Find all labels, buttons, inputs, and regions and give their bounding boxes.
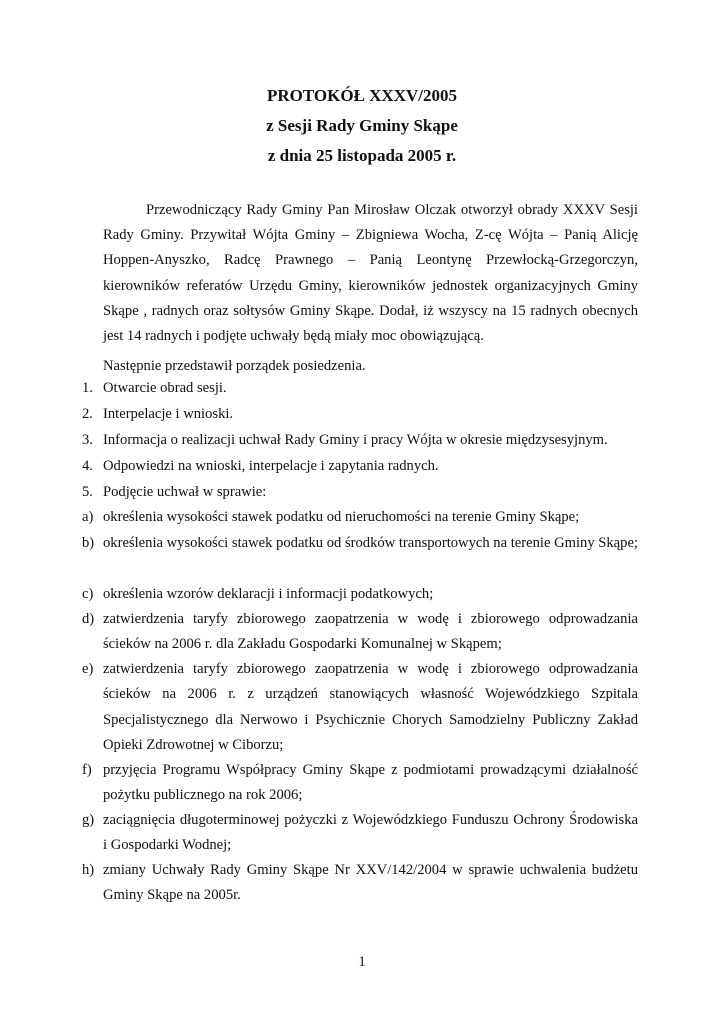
- resolution-item-text: określenia wysokości stawek podatku od środków transportowych na terenie Gminy Skąpe;: [103, 535, 638, 551]
- resolution-item-text: zmiany Uchwały Rady Gminy Skąpe Nr XXV/142/2004 w sprawie uchwalenia budżetu Gminy Skąpe na 2005r.: [103, 862, 638, 904]
- resolution-item: [82, 657, 638, 758]
- intro-line: jest 14 radnych i podjęte uchwały będą miały moc obowiązującą.: [103, 328, 484, 344]
- agenda-item: [82, 454, 638, 479]
- intro-line: Hoppen-Anyszko, Radcę Prawnego – Panią Leontynę Przewłocką-Grzegorczyn,: [103, 252, 638, 268]
- agenda-item-text: Informacja o realizacji uchwał Rady Gminy i pracy Wójta w okresie międzysesyjnym.: [103, 432, 608, 448]
- resolution-item: [82, 858, 638, 909]
- resolution-item-text: zatwierdzenia taryfy zbiorowego zaopatrzenia w wodę i zbiorowego odprowadzania ścieków na 2006 r. z urządzeń stanowiących własność Wojewódzkiego Szpitala Specjalistycznego dla Nerwowo i Psychicznie Chorych Samodzielny Publiczny Zakład Opieki Zdrowotnej w Ciborzu;: [103, 661, 638, 753]
- agenda-intro: Następnie przedstawił porządek posiedzenia.: [103, 358, 366, 374]
- agenda-item-number: 3.: [82, 432, 93, 448]
- document-subtitle-date: z dnia 25 listopada 2005 r.: [267, 146, 457, 165]
- resolution-item: [82, 808, 638, 859]
- resolution-item-letter: f): [82, 762, 92, 778]
- resolution-item-letter: c): [82, 586, 94, 602]
- intro-line: Przewodniczący Rady Gminy Pan Mirosław Olczak otworzył obrady XXXV Sesji: [146, 202, 638, 218]
- document-title: PROTOKÓŁ XXXV/2005: [266, 86, 457, 105]
- agenda-item-number: 1.: [82, 380, 93, 396]
- resolution-item-text: określenia wzorów deklaracji i informacji podatkowych;: [103, 586, 434, 602]
- resolution-item-text: zaciągnięcia długoterminowej pożyczki z Wojewódzkiego Funduszu Ochrony Środowiska i Gospodarki Wodnej;: [103, 812, 638, 854]
- resolution-item-letter: b): [82, 535, 95, 551]
- resolution-item: [82, 758, 638, 809]
- resolution-item-text: zatwierdzenia taryfy zbiorowego zaopatrzenia w wodę i zbiorowego odprowadzania ścieków na 2006 r. dla Zakładu Gospodarki Komunalnej w Skąpem;: [103, 611, 638, 653]
- agenda-item: [82, 428, 638, 453]
- resolution-item-letter: d): [82, 611, 95, 627]
- agenda-item-text: Odpowiedzi na wnioski, interpelacje i zapytania radnych.: [103, 458, 439, 474]
- agenda-item-text: Interpelacje i wnioski.: [103, 406, 234, 422]
- resolution-item-text: przyjęcia Programu Współpracy Gminy Skąpe z podmiotami prowadzącymi działalność pożytku publicznego na rok 2006;: [103, 762, 638, 804]
- agenda-item-number: 4.: [82, 458, 93, 474]
- resolution-item-letter: h): [82, 862, 95, 878]
- intro-line: kierowników referatów Urzędu Gminy, kierowników jednostek organizacyjnych Gminy: [103, 278, 638, 294]
- intro-line: Skąpe , radnych oraz sołtysów Gminy Skąpe. Dodał, iż wszyscy na 15 radnych obecnych: [103, 303, 638, 319]
- agenda-item: [82, 376, 638, 401]
- resolution-item-letter: e): [82, 661, 94, 677]
- resolution-item-letter: g): [82, 812, 95, 828]
- resolution-item: [82, 607, 638, 658]
- document-subtitle-session: z Sesji Rady Gminy Skąpe: [266, 116, 458, 135]
- agenda-item-text: Podjęcie uchwał w sprawie:: [103, 484, 267, 500]
- resolution-item: [82, 505, 638, 530]
- agenda-item-number: 2.: [82, 406, 93, 422]
- agenda-item-number: 5.: [82, 484, 93, 500]
- resolution-item-text: określenia wysokości stawek podatku od nieruchomości na terenie Gminy Skąpe;: [103, 509, 580, 525]
- agenda-item-text: Otwarcie obrad sesji.: [103, 380, 227, 396]
- resolution-item: [82, 531, 638, 556]
- resolution-item-letter: a): [82, 509, 94, 525]
- agenda-item: [82, 480, 638, 505]
- resolution-item: [82, 582, 638, 607]
- agenda-item: [82, 402, 638, 427]
- intro-line: Rady Gminy. Przywitał Wójta Gminy – Zbigniewa Wocha, Z-cę Wójta – Panią Alicję: [103, 227, 638, 243]
- page-number: 1: [358, 954, 366, 970]
